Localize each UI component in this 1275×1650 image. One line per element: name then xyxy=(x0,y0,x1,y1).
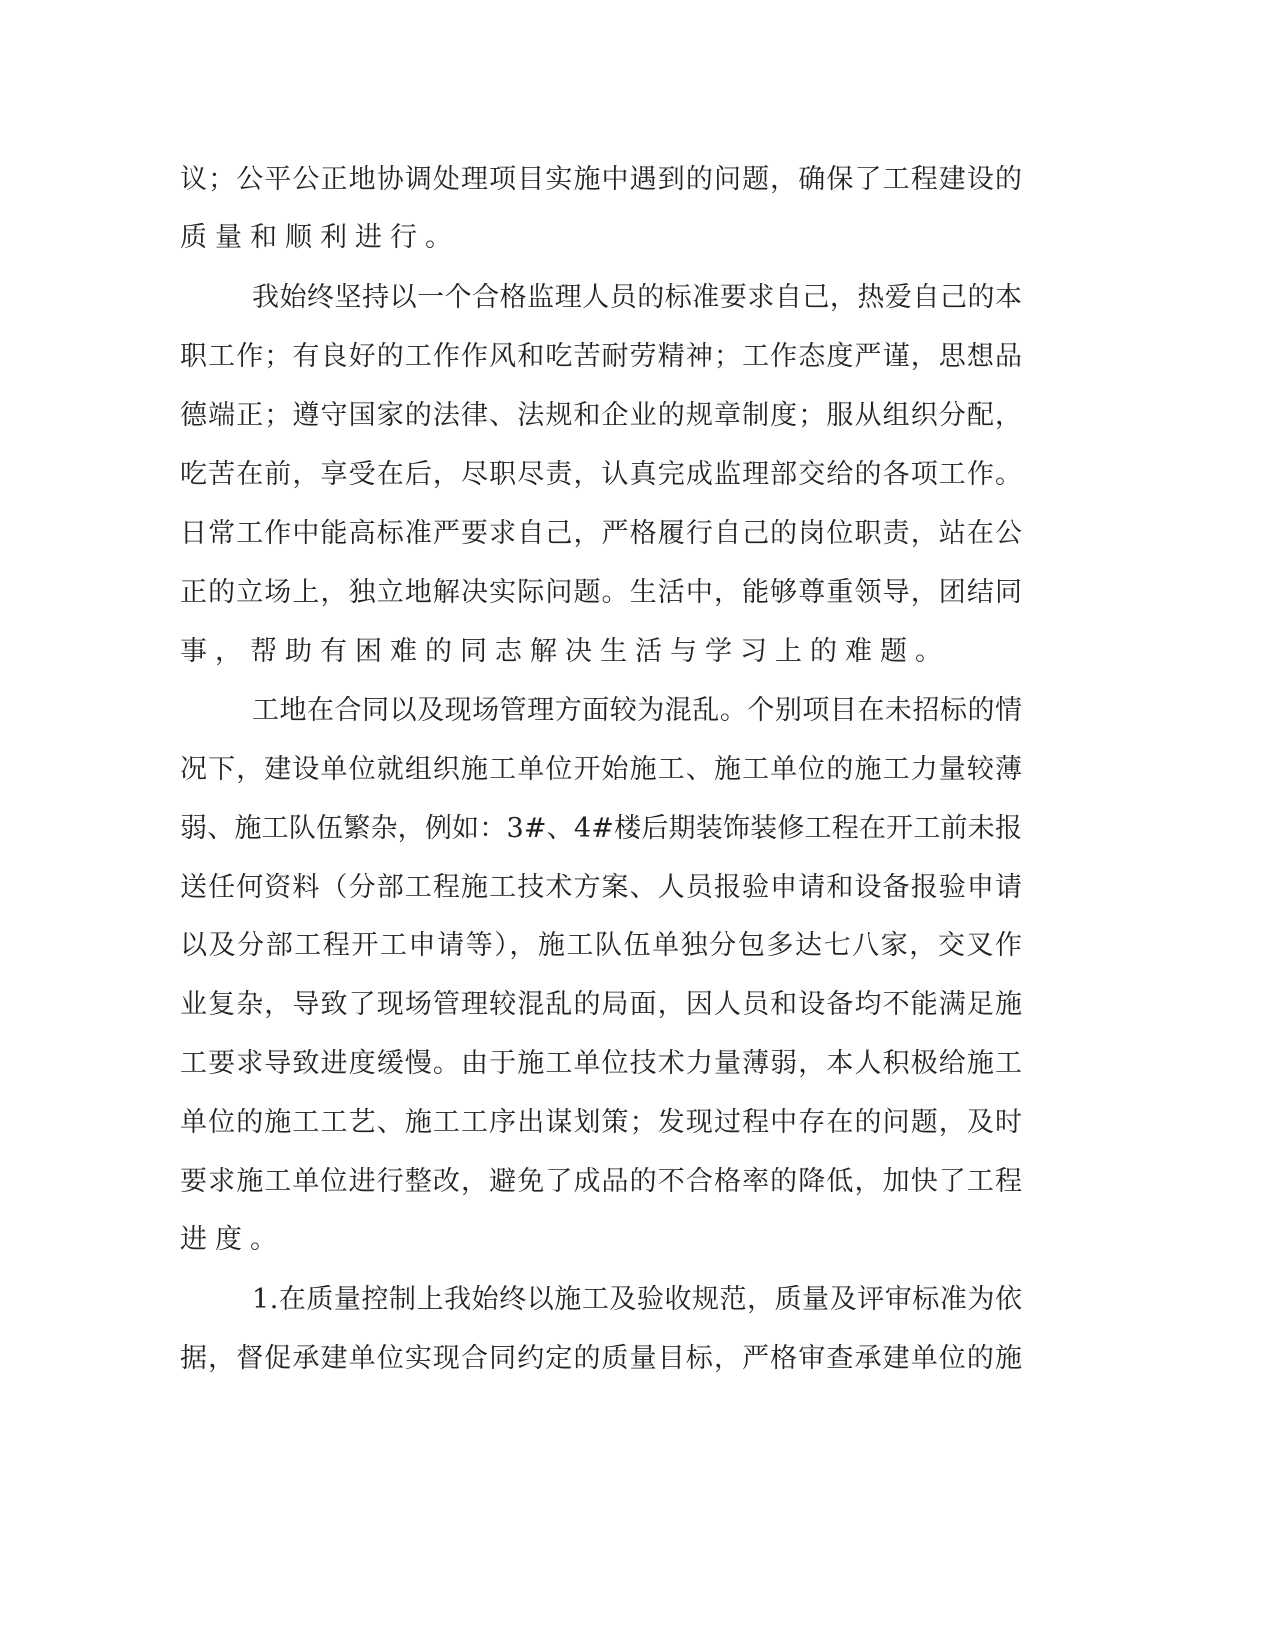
text-line-9-text: 事，帮助有困难的同志解决生活与学习上的难题。 xyxy=(180,636,950,667)
text-line-21 xyxy=(180,1339,1275,1379)
text-line-20-text: 1.在质量控制上我始终以施工及验收规范，质量及评审标准为依 xyxy=(252,1284,1023,1315)
text-line-4 xyxy=(180,337,1275,377)
text-line-10 xyxy=(252,691,1275,731)
text-line-16-text: 工要求导致进度缓慢。由于施工单位技术力量薄弱，本人积极给施工 xyxy=(180,1048,1024,1079)
text-line-6 xyxy=(180,455,1275,495)
text-line-15 xyxy=(180,985,1275,1025)
text-line-3-text: 我始终坚持以一个合格监理人员的标准要求自己，热爱自己的本 xyxy=(252,282,1023,313)
text-line-11-text: 况下，建设单位就组织施工单位开始施工、施工单位的施工力量较薄 xyxy=(180,754,1024,785)
text-line-7 xyxy=(180,514,1275,554)
text-line-17 xyxy=(180,1103,1275,1143)
text-line-18 xyxy=(180,1162,1275,1202)
text-line-11 xyxy=(180,750,1275,790)
text-line-19 xyxy=(180,1220,1275,1260)
text-line-7-text: 日常工作中能高标准严要求自己，严格履行自己的岗位职责，站在公 xyxy=(180,518,1024,549)
text-line-21-text: 据，督促承建单位实现合同约定的质量目标，严格审查承建单位的施 xyxy=(180,1343,1024,1374)
text-line-19-text: 进度。 xyxy=(180,1224,285,1255)
text-line-1-text: 议；公平公正地协调处理项目实施中遇到的问题，确保了工程建设的 xyxy=(180,164,1024,195)
text-line-20 xyxy=(252,1280,1275,1320)
text-line-6-text: 吃苦在前，享受在后，尽职尽责，认真完成监理部交给的各项工作。 xyxy=(180,459,1024,490)
text-line-8 xyxy=(180,573,1275,613)
text-line-2 xyxy=(180,218,1275,258)
text-line-10-text: 工地在合同以及现场管理方面较为混乱。个别项目在未招标的情 xyxy=(252,695,1023,726)
text-line-13 xyxy=(180,868,1275,908)
text-line-16 xyxy=(180,1044,1275,1084)
text-line-15-text: 业复杂，导致了现场管理较混乱的局面，因人员和设备均不能满足施 xyxy=(180,989,1024,1020)
text-line-18-text: 要求施工单位进行整改，避免了成品的不合格率的降低，加快了工程 xyxy=(180,1166,1024,1197)
text-line-8-text: 正的立场上，独立地解决实际问题。生活中，能够尊重领导，团结同 xyxy=(180,577,1024,608)
text-line-14 xyxy=(180,926,1275,966)
text-line-4-text: 职工作；有良好的工作作风和吃苦耐劳精神；工作态度严谨，思想品 xyxy=(180,341,1024,372)
text-line-3 xyxy=(252,278,1275,318)
text-line-9 xyxy=(180,632,1275,672)
text-line-13-text: 送任何资料（分部工程施工技术方案、人员报验申请和设备报验申请 xyxy=(180,872,1024,903)
text-line-2-text: 质量和顺利进行。 xyxy=(180,222,460,253)
text-line-12 xyxy=(180,809,1275,849)
text-line-5 xyxy=(180,396,1275,436)
text-line-14-text: 以及分部工程开工申请等），施工队伍单独分包多达七八家，交叉作 xyxy=(180,930,1024,961)
text-line-5-text: 德端正；遵守国家的法律、法规和企业的规章制度；服从组织分配， xyxy=(180,400,1024,431)
text-line-12-text: 弱、施工队伍繁杂，例如：3#、4#楼后期装饰装修工程在开工前未报 xyxy=(180,813,1023,844)
text-line-1 xyxy=(180,160,1275,200)
text-line-17-text: 单位的施工工艺、施工工序出谋划策；发现过程中存在的问题，及时 xyxy=(180,1107,1024,1138)
